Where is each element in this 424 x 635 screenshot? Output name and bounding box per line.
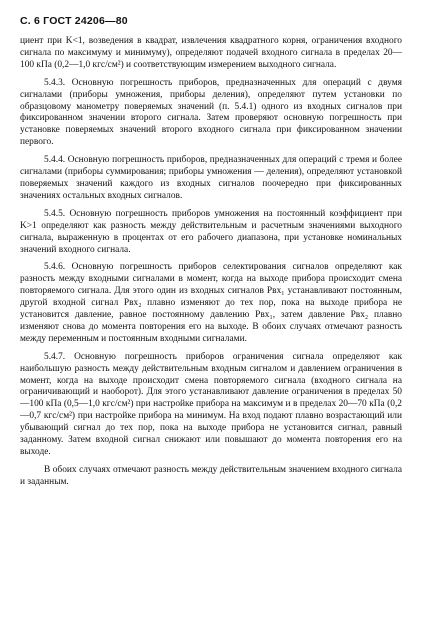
- paragraph-5-4-4: 5.4.4. Основную погрешность приборов, предназначенных для операций с тремя и более сигналами (приборы суммирования; приборы умножения — деления), определяют установкой поверяемых значений каждого из входных сигналов поочередно при фиксированных значениях остальных входных сигналов.: [20, 155, 402, 201]
- paragraph-5-4-3: 5.4.3. Основную погрешность приборов, предназначенных для операций с двумя сигналами (приборы умножения, приборы деления), определяют путем установки по образцовому манометру поверяемых значений (п. 5.4.1) одного из входных сигналов при фиксированном значении второго сигнала. Затем проверяют основную погрешность при установке поверяемых значений второго входного сигнала при фиксированном значении первого.: [20, 77, 402, 148]
- paragraph-conclusion: В обоих случаях отмечают разность между действительным значением входного сигнала и заданным.: [20, 464, 402, 487]
- paragraph-5-4-7: 5.4.7. Основную погрешность приборов ограничения сигнала определяют как наибольшую разность между действительным входным сигналом и давлением ограничения в момент, когда на выходе происходит смена повторяемого сигнала (входного сигнала на ограничивающий и наоборот). Для этого устанавливают давление ограничения в пределах 50—100 кПа (0,5—1,0 кгс/см²) при настройке прибора на максимум и в пределах 20—70 кПа (0,2—0,7 кгс/см²) при настройке прибора на минимум. На вход подают плавно возрастающий или убывающий сигнал до тех пор, пока на выходе прибора не установится сигнал, равный заданному. Затем входной сигнал снижают или повышают до момента повторения его на выходе.: [20, 351, 402, 457]
- paragraph-5-4-5: 5.4.5. Основную погрешность приборов умножения на постоянный коэффициент при K>1 определяют как разность между действительным и расчетным значениями выходного сигнала, выраженную в процентах от его рабочего диапазона, при установке номинальных значений входного сигнала.: [20, 208, 402, 255]
- document-body: [20, 36, 402, 489]
- paragraph-continuation: циент при K<1, возведения в квадрат, извлечения квадратного корня, ограничения входного сигнала по максимуму и минимуму), определяют подачей входного сигнала в пределах 20—100 кПа (0,2—1,0 кгс/см²) и соответствующим измерением выходного сигнала.: [20, 36, 402, 70]
- page-header: С. 6 ГОСТ 24206—80: [20, 15, 128, 27]
- paragraph-5-4-6: 5.4.6. Основную погрешность приборов селектирования сигналов определяют как разность между входными сигналами в момент, когда на выходе прибора происходит смена повторяемого сигнала. Для этого один из входных сигналов Pвх₁ устанавливают постоянным, другой входной сигнал Pвх₂ плавно изменяют до тех пор, пока на выходе прибора не установится давление, равное постоянному давлению Pвх₁, затем давление Pвх₂ плавно изменяют снова до момента повторения его на выходе. В обоих случаях отмечают разность между переменным и постоянным входными сигналами.: [20, 262, 402, 344]
